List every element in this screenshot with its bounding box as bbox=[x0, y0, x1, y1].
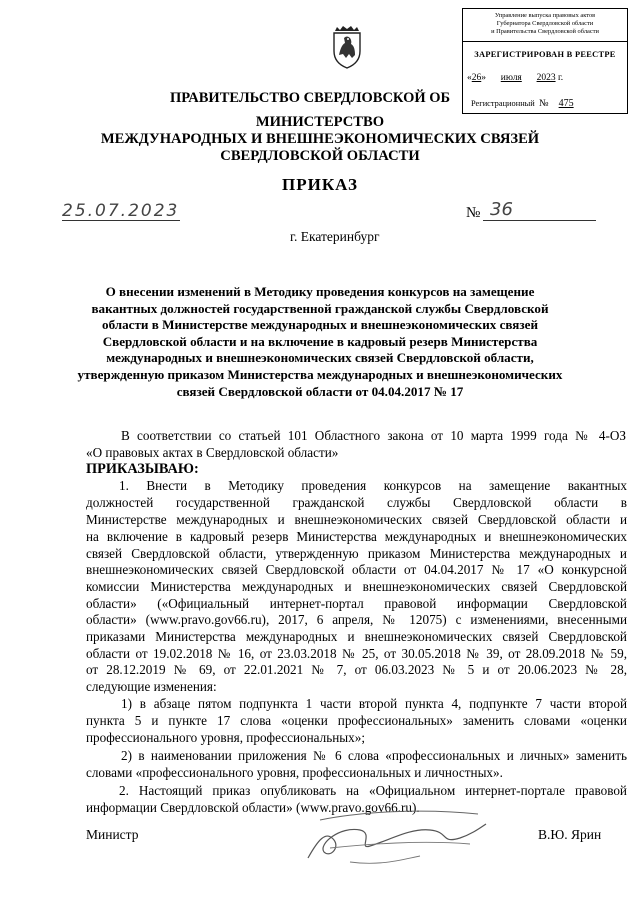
order-subject bbox=[0, 284, 640, 400]
paragraph-line: должностей государственной гражданской службы Свердловской области в bbox=[86, 495, 627, 510]
subject-line: О внесении изменений в Методику проведения конкурсов на замещение bbox=[105, 284, 535, 299]
stamp-header-line: Губернатора Свердловской области bbox=[496, 20, 594, 27]
stamp-registered-label: ЗАРЕГИСТРИРОВАН В РЕЕСТРЕ bbox=[474, 50, 616, 59]
stamp-number bbox=[471, 98, 627, 109]
signatory-position: Министр bbox=[86, 827, 139, 842]
preamble-line: «О правовых актах в Свердловской области» bbox=[86, 445, 339, 460]
stamp-number-sign: № bbox=[538, 98, 549, 109]
paragraph-line: Министерстве международных и внешнеэкономических связей Свердловской области и bbox=[86, 512, 627, 527]
paragraph-line: 1) в абзаце пятом подпункта 1 части второй пункта 4, подпункте 7 части второй bbox=[121, 696, 627, 711]
paragraph-line: профессионального уровня, профессиональных»; bbox=[86, 730, 366, 745]
paragraph-line: следующие изменения: bbox=[86, 679, 217, 694]
stamp-year: 2023 bbox=[536, 73, 556, 83]
paragraph-line: 1. Внести в Методику проведения конкурсов на замещение вакантных bbox=[119, 478, 627, 493]
paragraph-line: пункта 5 и пункте 17 слова «оценки профессиональных» заменить словами «оценки bbox=[86, 713, 627, 728]
ministry-title-line: МЕЖДУНАРОДНЫХ И ВНЕШНЕЭКОНОМИЧЕСКИХ СВЯЗЕЙ bbox=[100, 131, 540, 147]
paragraph-line: области» (www.pravo.gov66.ru), 2017, 6 апреля, № 12075) с изменениями, внесенными bbox=[86, 612, 627, 627]
date-underline bbox=[62, 220, 180, 221]
stamp-day: 26 bbox=[471, 73, 482, 83]
paragraph-line: внешнеэкономических связей Свердловской области от 04.04.2017 № 17 «О конкурсной bbox=[86, 562, 627, 577]
paragraph-line: связей Свердловской области, утвержденную приказом Министерства международных и bbox=[86, 546, 627, 561]
stamp-header-line: и Правительства Свердловской области bbox=[491, 28, 599, 35]
paragraph-line: 2. Настоящий приказ опубликовать на «Официальном интернет-портале правовой bbox=[119, 783, 627, 798]
stamp-header bbox=[463, 12, 627, 36]
subject-line: области в Министерстве международных и внешнеэкономических связей bbox=[102, 317, 538, 333]
subject-line: утвержденную приказом Министерства международных и внешнеэкономических bbox=[77, 366, 563, 382]
decree-word: ПРИКАЗЫВАЮ: bbox=[86, 461, 199, 477]
paragraph-line: 2) в наименовании приложения № 6 слова «профессиональных и личных» заменить bbox=[121, 748, 627, 763]
paragraph-line: на включение в кадровый резерв Министерства международных и внешнеэкономических bbox=[86, 529, 627, 544]
stamp-number-label: Регистрационный bbox=[471, 99, 535, 108]
city: г. Екатеринбург bbox=[290, 229, 380, 244]
subject-line: вакантных должностей государственной гражданской службы Свердловской bbox=[91, 300, 549, 316]
subject-line: связей Свердловской области от 04.04.2017 № 17 bbox=[176, 383, 464, 399]
stamp-header-line: Управление выпуска правовых актов bbox=[494, 12, 596, 19]
paragraph-line: комиссии Министерства международных и внешнеэкономических связей Свердловской bbox=[86, 579, 627, 594]
paragraph-line: приказами Министерства международных и внешнеэкономических связей Свердловской bbox=[86, 629, 627, 644]
subject-line: международных и внешнеэкономических связей Свердловской области, bbox=[106, 350, 534, 366]
order-number-sign: № bbox=[466, 205, 481, 221]
subject-line: Свердловской области и на включение в кадровый резерв Министерства bbox=[102, 333, 538, 349]
number-underline bbox=[483, 220, 596, 221]
stamp-month: июля bbox=[500, 73, 522, 83]
paragraph-line: области» («Официальный интернет-портал правовой информации Свердловской bbox=[86, 596, 627, 611]
stamp-date: «26» июля 2023 г. bbox=[467, 73, 564, 83]
coat-of-arms-emblem bbox=[331, 25, 363, 69]
ministry-title-line: МИНИСТЕРСТВО bbox=[255, 114, 385, 130]
stamp-year-suffix: г. bbox=[557, 73, 564, 83]
government-name: ПРАВИТЕЛЬСТВО СВЕРДЛОВСКОЙ ОБ bbox=[170, 90, 451, 106]
preamble-line: В соответствии со статьей 101 Областного закона от 10 марта 1999 года № 4-ОЗ bbox=[121, 428, 626, 443]
ministry-title-line: СВЕРДЛОВСКОЙ ОБЛАСТИ bbox=[220, 148, 420, 164]
paragraph-line: от 28.12.2019 № 69, от 22.01.2021 № 7, от 06.03.2023 № 5 и от 20.06.2023 № 28, bbox=[86, 662, 627, 677]
registration-stamp bbox=[462, 8, 628, 114]
ministry-title bbox=[0, 114, 640, 165]
signatory-name: В.Ю. Ярин bbox=[538, 827, 602, 842]
paragraph-line: области от 19.02.2018 № 16, от 23.03.2018 № 25, от 30.05.2018 № 39, от 28.09.2018 № 59, bbox=[86, 646, 627, 661]
stamp-number-value: 475 bbox=[558, 98, 574, 109]
order-date: 25.07.2023 bbox=[62, 201, 180, 221]
doc-type: ПРИКАЗ bbox=[282, 175, 358, 194]
paragraph-line: словами «профессионального уровня, профессиональных и личностных». bbox=[86, 765, 503, 780]
paragraph-line: информации Свердловской области» (www.pravo.gov66.ru). bbox=[86, 800, 420, 815]
handwritten-signature bbox=[300, 800, 490, 870]
stamp-divider bbox=[463, 41, 627, 42]
order-number: 36 bbox=[490, 199, 513, 220]
